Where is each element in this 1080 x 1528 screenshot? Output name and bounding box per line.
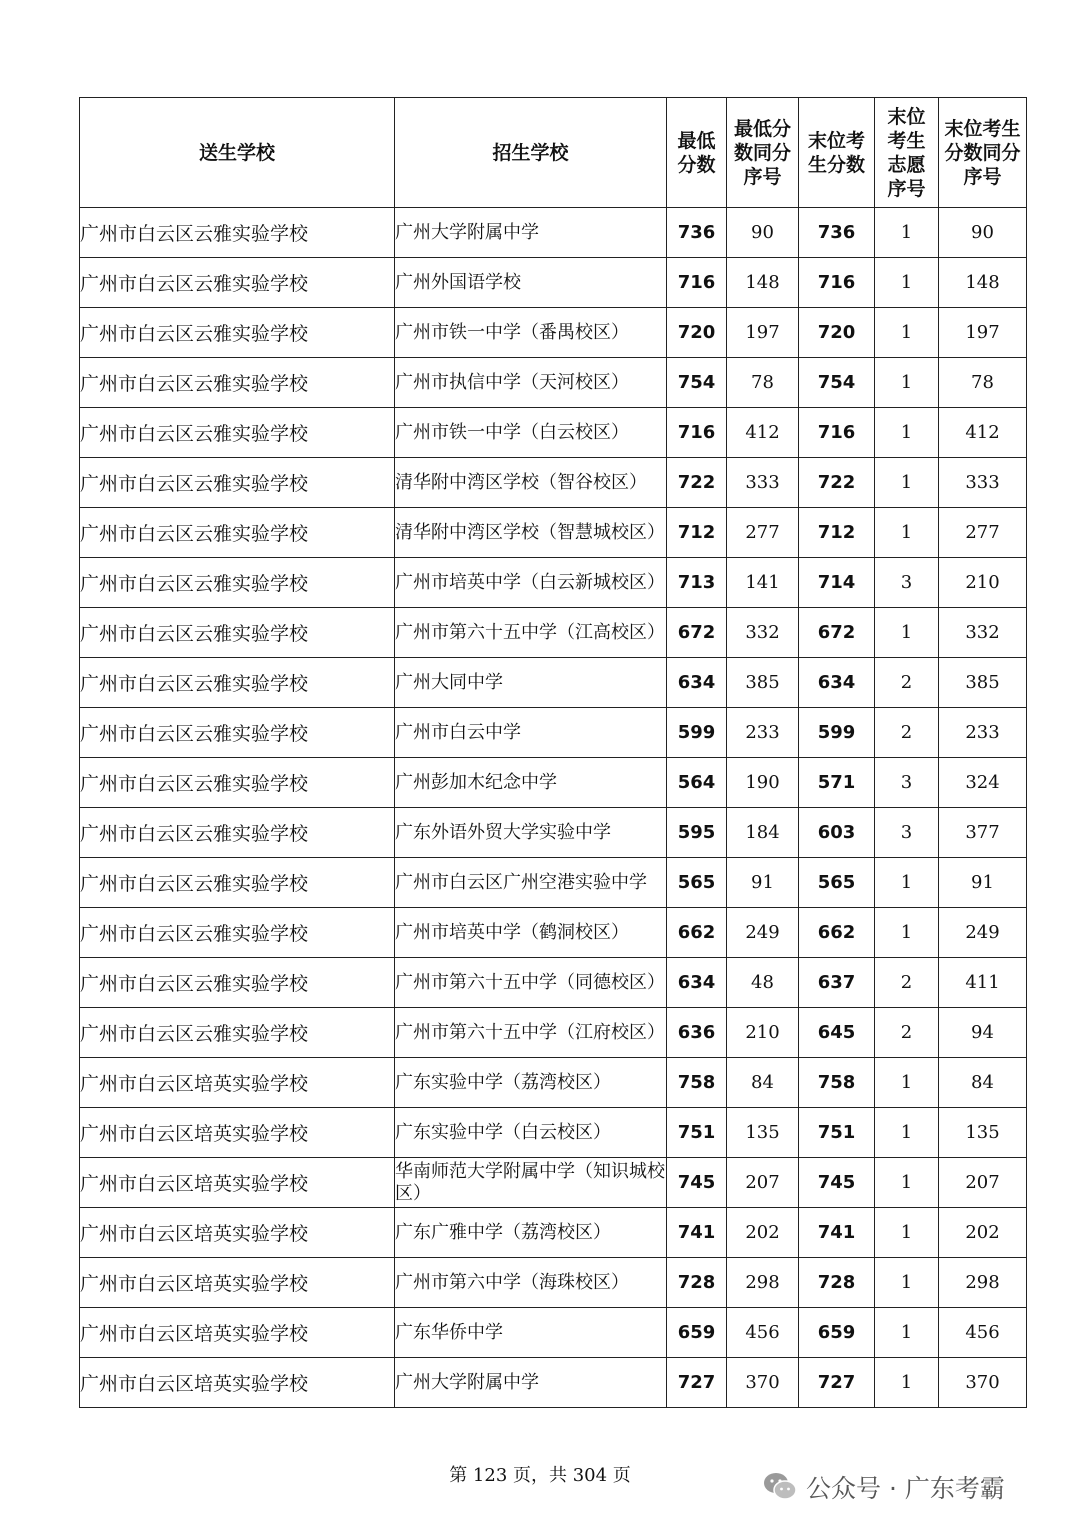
cell-receiver-school: 广州市第六十五中学（江高校区） [395,608,667,658]
cell-sender-school: 广州市白云区云雅实验学校 [80,458,395,508]
cell-receiver-school: 广东实验中学（白云校区） [395,1108,667,1158]
cell-receiver-school: 广东外语外贸大学实验中学 [395,808,667,858]
cell-last-score-rank: 84 [939,1058,1027,1108]
cell-sender-school: 广州市白云区云雅实验学校 [80,858,395,908]
cell-sender-school: 广州市白云区云雅实验学校 [80,708,395,758]
cell-min-score: 659 [667,1308,727,1358]
cell-last-preference: 1 [875,858,939,908]
cell-last-score-rank: 332 [939,608,1027,658]
cell-min-score-rank: 78 [727,358,799,408]
cell-sender-school: 广州市白云区云雅实验学校 [80,758,395,808]
cell-receiver-school: 广东广雅中学（荔湾校区） [395,1208,667,1258]
cell-min-score-rank: 249 [727,908,799,958]
table-row [80,1308,1027,1358]
cell-last-score: 754 [799,358,875,408]
header-min-score: 最低 分数 [667,98,727,208]
cell-min-score-rank: 197 [727,308,799,358]
cell-min-score-rank: 184 [727,808,799,858]
cell-min-score-rank: 385 [727,658,799,708]
cell-min-score: 662 [667,908,727,958]
table-row [80,708,1027,758]
cell-last-preference: 1 [875,1258,939,1308]
cell-sender-school: 广州市白云区云雅实验学校 [80,258,395,308]
cell-last-preference: 3 [875,758,939,808]
table-row [80,1358,1027,1408]
cell-last-preference: 3 [875,808,939,858]
cell-last-score-rank: 78 [939,358,1027,408]
table-row [80,358,1027,408]
cell-last-score: 720 [799,308,875,358]
cell-min-score: 713 [667,558,727,608]
table-row [80,408,1027,458]
cell-sender-school: 广州市白云区云雅实验学校 [80,808,395,858]
cell-sender-school: 广州市白云区培英实验学校 [80,1308,395,1358]
cell-last-score: 571 [799,758,875,808]
cell-receiver-school: 广州大学附属中学 [395,1358,667,1408]
cell-last-score: 645 [799,1008,875,1058]
cell-sender-school: 广州市白云区培英实验学校 [80,1058,395,1108]
table-row [80,558,1027,608]
cell-receiver-school: 广州市第六中学（海珠校区） [395,1258,667,1308]
cell-last-score: 599 [799,708,875,758]
cell-last-score: 727 [799,1358,875,1408]
cell-min-score: 728 [667,1258,727,1308]
cell-sender-school: 广州市白云区培英实验学校 [80,1208,395,1258]
cell-min-score-rank: 48 [727,958,799,1008]
cell-last-score: 722 [799,458,875,508]
cell-last-score: 637 [799,958,875,1008]
cell-receiver-school: 广州彭加木纪念中学 [395,758,667,808]
cell-receiver-school: 广州市白云区广州空港实验中学 [395,858,667,908]
cell-min-score: 716 [667,408,727,458]
cell-receiver-school: 广州市培英中学（鹤洞校区） [395,908,667,958]
cell-receiver-school: 广州市铁一中学（白云校区） [395,408,667,458]
cell-receiver-school: 广州市白云中学 [395,708,667,758]
cell-sender-school: 广州市白云区云雅实验学校 [80,958,395,1008]
table-row [80,208,1027,258]
cell-last-score: 758 [799,1058,875,1108]
cell-min-score: 564 [667,758,727,808]
cell-sender-school: 广州市白云区云雅实验学校 [80,408,395,458]
cell-last-score: 565 [799,858,875,908]
cell-last-score-rank: 333 [939,458,1027,508]
cell-sender-school: 广州市白云区云雅实验学校 [80,358,395,408]
admission-score-table [79,97,1027,1408]
cell-min-score: 565 [667,858,727,908]
cell-min-score: 741 [667,1208,727,1258]
cell-last-score: 751 [799,1108,875,1158]
cell-last-score: 712 [799,508,875,558]
cell-min-score-rank: 332 [727,608,799,658]
table-header-row [80,98,1027,208]
cell-last-score: 659 [799,1308,875,1358]
cell-last-score-rank: 233 [939,708,1027,758]
cell-min-score: 672 [667,608,727,658]
table-row [80,258,1027,308]
cell-min-score-rank: 202 [727,1208,799,1258]
cell-last-score-rank: 249 [939,908,1027,958]
cell-last-preference: 3 [875,558,939,608]
cell-min-score: 720 [667,308,727,358]
watermark-text: 公众号 · 广东考霸 [806,1474,1005,1503]
cell-min-score-rank: 412 [727,408,799,458]
cell-min-score-rank: 135 [727,1108,799,1158]
header-last-score-rank: 末位考生 分数同分 序号 [939,98,1027,208]
cell-receiver-school: 清华附中湾区学校（智慧城校区） [395,508,667,558]
cell-last-preference: 1 [875,1158,939,1208]
header-min-score-rank: 最低分 数同分 序号 [727,98,799,208]
cell-last-score: 745 [799,1158,875,1208]
cell-last-score-rank: 148 [939,258,1027,308]
cell-sender-school: 广州市白云区云雅实验学校 [80,208,395,258]
cell-receiver-school: 广东华侨中学 [395,1308,667,1358]
table-row [80,1008,1027,1058]
cell-min-score: 716 [667,258,727,308]
cell-last-score-rank: 411 [939,958,1027,1008]
cell-last-score-rank: 90 [939,208,1027,258]
cell-last-score: 603 [799,808,875,858]
cell-min-score-rank: 333 [727,458,799,508]
cell-last-score-rank: 207 [939,1158,1027,1208]
cell-last-score: 714 [799,558,875,608]
cell-last-preference: 1 [875,1308,939,1358]
cell-min-score: 751 [667,1108,727,1158]
cell-min-score: 754 [667,358,727,408]
cell-min-score-rank: 91 [727,858,799,908]
cell-min-score-rank: 210 [727,1008,799,1058]
cell-min-score: 599 [667,708,727,758]
cell-last-score-rank: 197 [939,308,1027,358]
table-row [80,658,1027,708]
cell-last-score: 716 [799,258,875,308]
cell-last-score-rank: 456 [939,1308,1027,1358]
cell-min-score: 595 [667,808,727,858]
cell-last-score-rank: 202 [939,1208,1027,1258]
cell-last-score-rank: 385 [939,658,1027,708]
table-row [80,308,1027,358]
cell-sender-school: 广州市白云区云雅实验学校 [80,1008,395,1058]
cell-receiver-school: 广州大学附属中学 [395,208,667,258]
cell-min-score-rank: 277 [727,508,799,558]
header-last-score: 末位考 生分数 [799,98,875,208]
cell-last-score-rank: 277 [939,508,1027,558]
watermark [762,1467,1005,1507]
table-row [80,758,1027,808]
cell-last-preference: 1 [875,358,939,408]
cell-last-score: 672 [799,608,875,658]
cell-last-score-rank: 94 [939,1008,1027,1058]
cell-last-preference: 1 [875,608,939,658]
cell-sender-school: 广州市白云区云雅实验学校 [80,308,395,358]
table-row [80,508,1027,558]
cell-min-score-rank: 190 [727,758,799,808]
cell-min-score: 745 [667,1158,727,1208]
cell-sender-school: 广州市白云区云雅实验学校 [80,608,395,658]
cell-min-score-rank: 148 [727,258,799,308]
cell-sender-school: 广州市白云区培英实验学校 [80,1358,395,1408]
cell-last-score-rank: 412 [939,408,1027,458]
cell-last-score-rank: 377 [939,808,1027,858]
table-row [80,1158,1027,1208]
cell-receiver-school: 广州市第六十五中学（江府校区） [395,1008,667,1058]
cell-last-preference: 1 [875,908,939,958]
table-row [80,1108,1027,1158]
cell-last-preference: 1 [875,1058,939,1108]
cell-receiver-school: 广州大同中学 [395,658,667,708]
cell-receiver-school: 广州外国语学校 [395,258,667,308]
cell-last-score-rank: 91 [939,858,1027,908]
cell-last-score: 741 [799,1208,875,1258]
cell-receiver-school: 广州市铁一中学（番禺校区） [395,308,667,358]
cell-last-score-rank: 324 [939,758,1027,808]
cell-min-score: 727 [667,1358,727,1408]
cell-receiver-school: 华南师范大学附属中学（知识城校区） [395,1158,667,1208]
cell-last-score: 728 [799,1258,875,1308]
table-body [80,208,1027,1408]
cell-last-score-rank: 370 [939,1358,1027,1408]
cell-sender-school: 广州市白云区云雅实验学校 [80,558,395,608]
cell-sender-school: 广州市白云区云雅实验学校 [80,508,395,558]
cell-min-score: 634 [667,958,727,1008]
cell-min-score: 722 [667,458,727,508]
cell-receiver-school: 广州市执信中学（天河校区） [395,358,667,408]
cell-min-score: 634 [667,658,727,708]
table-row [80,858,1027,908]
cell-last-preference: 2 [875,1008,939,1058]
header-sender-school: 送生学校 [80,98,395,208]
table-row [80,458,1027,508]
table-row [80,1258,1027,1308]
cell-receiver-school: 广州市第六十五中学（同德校区） [395,958,667,1008]
cell-sender-school: 广州市白云区云雅实验学校 [80,908,395,958]
cell-min-score-rank: 456 [727,1308,799,1358]
table-row [80,958,1027,1008]
cell-last-preference: 1 [875,1358,939,1408]
header-last-preference: 末位 考生 志愿 序号 [875,98,939,208]
cell-last-preference: 1 [875,508,939,558]
cell-last-score: 716 [799,408,875,458]
cell-sender-school: 广州市白云区培英实验学校 [80,1158,395,1208]
cell-last-score: 662 [799,908,875,958]
table-row [80,808,1027,858]
page-number: 第 123 页，共 304 页 [449,1465,631,1486]
table-row [80,1058,1027,1108]
cell-last-preference: 1 [875,1108,939,1158]
cell-min-score: 758 [667,1058,727,1108]
cell-min-score-rank: 370 [727,1358,799,1408]
cell-last-score: 736 [799,208,875,258]
cell-min-score-rank: 90 [727,208,799,258]
wechat-icon [762,1471,798,1503]
cell-min-score: 736 [667,208,727,258]
cell-last-preference: 1 [875,258,939,308]
cell-min-score-rank: 207 [727,1158,799,1208]
cell-last-preference: 2 [875,958,939,1008]
cell-min-score-rank: 141 [727,558,799,608]
table-row [80,1208,1027,1258]
cell-sender-school: 广州市白云区云雅实验学校 [80,658,395,708]
cell-last-preference: 1 [875,1208,939,1258]
cell-receiver-school: 广州市培英中学（白云新城校区） [395,558,667,608]
cell-receiver-school: 清华附中湾区学校（智谷校区） [395,458,667,508]
cell-last-preference: 1 [875,208,939,258]
cell-last-preference: 1 [875,458,939,508]
cell-last-score-rank: 135 [939,1108,1027,1158]
cell-last-preference: 1 [875,408,939,458]
cell-min-score: 712 [667,508,727,558]
cell-last-score-rank: 298 [939,1258,1027,1308]
cell-min-score-rank: 84 [727,1058,799,1108]
cell-sender-school: 广州市白云区培英实验学校 [80,1258,395,1308]
table-row [80,908,1027,958]
header-receiver-school: 招生学校 [395,98,667,208]
cell-last-score-rank: 210 [939,558,1027,608]
cell-receiver-school: 广东实验中学（荔湾校区） [395,1058,667,1108]
table-row [80,608,1027,658]
cell-last-preference: 2 [875,708,939,758]
cell-min-score-rank: 233 [727,708,799,758]
cell-last-preference: 2 [875,658,939,708]
cell-last-preference: 1 [875,308,939,358]
cell-min-score: 636 [667,1008,727,1058]
cell-sender-school: 广州市白云区培英实验学校 [80,1108,395,1158]
cell-min-score-rank: 298 [727,1258,799,1308]
cell-last-score: 634 [799,658,875,708]
